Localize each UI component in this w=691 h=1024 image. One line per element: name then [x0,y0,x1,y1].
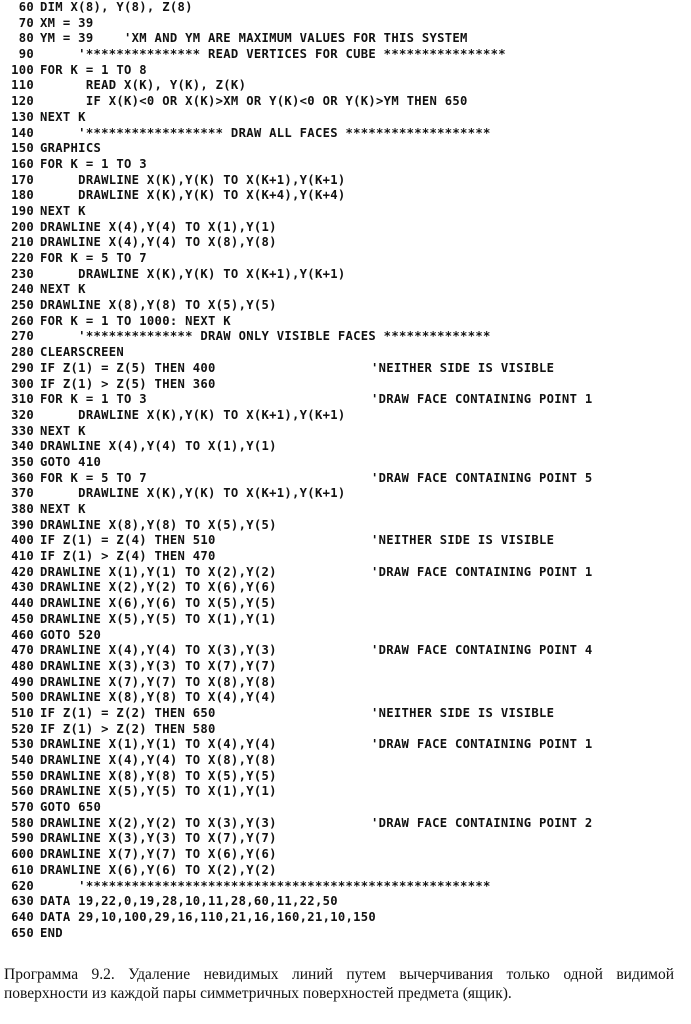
code-comment: 'DRAW FACE CONTAINING POINT 1 [371,564,593,579]
code-line [4,675,688,691]
line-number: 190 [11,203,34,218]
code-line [4,565,688,581]
code-statement: FOR K = 1 TO 1000: NEXT K [40,313,231,328]
code-statement: GRAPHICS [40,141,102,156]
code-line [4,643,688,659]
code-statement: IF Z(1) > Z(4) THEN 470 [40,549,216,564]
code-line [4,141,688,157]
code-statement: IF X(K)<0 OR X(K)>XM OR Y(K)<0 OR Y(K)>YM THEN 650 [40,94,468,109]
code-statement: END [40,925,63,940]
line-number: 220 [11,251,34,265]
line-number: 530 [11,737,34,752]
line-number: 450 [11,611,34,626]
code-line [4,235,688,251]
line-number: 210 [11,235,34,250]
code-statement: DRAWLINE X(8),Y(8) TO X(5),Y(5) [40,298,277,313]
line-number: 170 [11,172,34,187]
code-statement: DRAWLINE X(2),Y(2) TO X(6),Y(6) [40,580,277,595]
code-line [4,251,688,267]
code-statement: READ X(K), Y(K), Z(K) [40,78,247,93]
code-line [4,63,688,79]
line-number: 130 [11,109,34,124]
code-statement: DATA 19,22,0,19,28,10,11,28,60,11,22,50 [40,894,338,909]
code-line [4,471,688,487]
code-statement: IF Z(1) > Z(2) THEN 580 [40,721,216,736]
code-line [4,659,688,675]
code-line [4,204,688,220]
code-statement: DRAWLINE X(7),Y(7) TO X(6),Y(6) [40,847,277,862]
code-line [4,282,688,298]
code-line [4,816,688,832]
line-number: 240 [11,282,34,297]
code-line [4,220,688,236]
line-number: 150 [11,141,34,156]
code-statement: DRAWLINE X(7),Y(7) TO X(8),Y(8) [40,674,277,689]
line-number: 300 [11,376,34,391]
code-line [4,580,688,596]
code-line [4,345,688,361]
line-number: 640 [11,909,34,924]
code-line [4,110,688,126]
code-line [4,628,688,644]
code-line [4,47,688,63]
line-number: 520 [11,721,34,736]
code-comment: 'DRAW FACE CONTAINING POINT 2 [371,815,593,830]
code-statement: '***************************************************** [40,878,491,893]
code-statement: GOTO 650 [40,800,102,815]
code-statement: FOR K = 5 TO 7 [40,470,147,485]
code-statement: NEXT K [40,109,86,124]
code-line [4,173,688,189]
code-line [4,188,688,204]
code-comment: 'DRAW FACE CONTAINING POINT 1 [371,392,593,407]
code-statement: DRAWLINE X(3),Y(3) TO X(7),Y(7) [40,831,277,846]
line-number: 500 [11,690,34,705]
code-statement: DRAWLINE X(5),Y(5) TO X(1),Y(1) [40,784,277,799]
code-line [4,31,688,47]
code-line [4,533,688,549]
line-number: 70 [18,15,34,30]
code-line [4,612,688,628]
line-number: 330 [11,423,34,438]
code-statement: IF Z(1) = Z(2) THEN 650 [40,705,216,720]
code-line [4,737,688,753]
code-statement: XM = 39 [40,15,94,30]
code-line [4,894,688,910]
line-number: 650 [11,925,34,940]
line-number: 420 [11,564,34,579]
line-number: 570 [11,800,34,815]
line-number: 390 [11,517,34,532]
code-statement: CLEARSCREEN [40,345,125,360]
code-statement: DRAWLINE X(K),Y(K) TO X(K+1),Y(K+1) [40,266,346,281]
code-line [4,706,688,722]
code-statement: FOR K = 1 TO 8 [40,62,147,77]
line-number: 60 [18,0,34,14]
code-statement: DRAWLINE X(4),Y(4) TO X(8),Y(8) [40,235,277,250]
code-line [4,94,688,110]
code-statement: DRAWLINE X(6),Y(6) TO X(5),Y(5) [40,596,277,611]
line-number: 600 [11,847,34,862]
basic-program-listing [4,0,688,941]
code-line [4,596,688,612]
code-statement: DATA 29,10,100,29,16,110,21,16,160,21,10,150 [40,909,377,924]
code-line [4,769,688,785]
code-statement: NEXT K [40,502,86,516]
line-number: 200 [11,219,34,234]
code-statement: NEXT K [40,282,86,297]
code-line [4,549,688,565]
code-line [4,361,688,377]
code-line [4,518,688,534]
code-line [4,784,688,800]
code-statement: IF Z(1) = Z(4) THEN 510 [40,533,216,548]
code-statement: '*************** READ VERTICES FOR CUBE **************** [40,47,506,62]
code-statement: FOR K = 1 TO 3 [40,392,147,407]
line-number: 270 [11,329,34,344]
line-number: 360 [11,470,34,485]
line-number: 540 [11,753,34,767]
code-line [4,502,688,518]
line-number: 120 [11,94,34,109]
code-line [4,392,688,408]
code-line [4,298,688,314]
code-line [4,408,688,424]
code-line [4,879,688,895]
code-statement: NEXT K [40,203,86,218]
line-number: 100 [11,62,34,77]
code-line [4,800,688,816]
code-statement: FOR K = 1 TO 3 [40,156,147,171]
code-statement: GOTO 520 [40,627,102,642]
code-line [4,0,688,16]
line-number: 490 [11,674,34,689]
line-number: 510 [11,705,34,720]
code-statement: IF Z(1) = Z(5) THEN 400 [40,360,216,375]
line-number: 290 [11,360,34,375]
line-number: 560 [11,784,34,799]
code-statement: DRAWLINE X(2),Y(2) TO X(3),Y(3) [40,815,277,830]
code-line [4,267,688,283]
code-statement: YM = 39 'XM AND YM ARE MAXIMUM VALUES FOR THIS SYSTEM [40,31,468,46]
line-number: 250 [11,298,34,313]
code-statement: DRAWLINE X(6),Y(6) TO X(2),Y(2) [40,862,277,877]
program-caption: Программа 9.2. Удаление невидимых линий путем вычерчивания только одной видимой поверхности из каждой пары симметричных поверхностей предмета (ящик). [4,966,674,1002]
code-line [4,314,688,330]
code-statement: DRAWLINE X(4),Y(4) TO X(3),Y(3) [40,643,277,658]
code-line [4,424,688,440]
line-number: 310 [11,392,34,407]
line-number: 80 [18,31,34,46]
code-line [4,863,688,879]
line-number: 460 [11,627,34,642]
code-comment: 'DRAW FACE CONTAINING POINT 4 [371,643,593,658]
code-statement: DRAWLINE X(1),Y(1) TO X(2),Y(2) [40,564,277,579]
code-comment: 'NEITHER SIDE IS VISIBLE [371,533,555,548]
code-statement: DRAWLINE X(K),Y(K) TO X(K+4),Y(K+4) [40,188,346,203]
code-line [4,486,688,502]
code-line [4,78,688,94]
code-line [4,377,688,393]
code-comment: 'NEITHER SIDE IS VISIBLE [371,705,555,720]
line-number: 370 [11,486,34,501]
line-number: 90 [18,47,34,62]
code-line [4,329,688,345]
code-statement: DRAWLINE X(4),Y(4) TO X(8),Y(8) [40,753,277,767]
line-number: 620 [11,878,34,893]
line-number: 180 [11,188,34,203]
line-number: 400 [11,533,34,548]
line-number: 230 [11,266,34,281]
code-statement: DRAWLINE X(3),Y(3) TO X(7),Y(7) [40,658,277,673]
line-number: 110 [11,78,34,93]
code-comment: 'DRAW FACE CONTAINING POINT 1 [371,737,593,752]
line-number: 630 [11,894,34,909]
line-number: 580 [11,815,34,830]
code-statement: GOTO 410 [40,454,102,469]
code-line [4,847,688,863]
code-statement: '****************** DRAW ALL FACES ******************* [40,125,491,140]
code-statement: NEXT K [40,423,86,438]
line-number: 410 [11,549,34,564]
line-number: 140 [11,125,34,140]
code-statement: '************** DRAW ONLY VISIBLE FACES ************** [40,329,491,344]
code-statement: DRAWLINE X(8),Y(8) TO X(4),Y(4) [40,690,277,705]
code-statement: DRAWLINE X(K),Y(K) TO X(K+1),Y(K+1) [40,486,346,501]
line-number: 590 [11,831,34,846]
line-number: 320 [11,407,34,422]
code-line [4,126,688,142]
code-line [4,753,688,769]
code-line [4,831,688,847]
line-number: 430 [11,580,34,595]
code-statement: DRAWLINE X(1),Y(1) TO X(4),Y(4) [40,737,277,752]
code-line [4,157,688,173]
line-number: 550 [11,768,34,783]
code-statement: FOR K = 5 TO 7 [40,251,147,265]
code-line [4,439,688,455]
code-statement: DRAWLINE X(8),Y(8) TO X(5),Y(5) [40,768,277,783]
code-statement: DRAWLINE X(8),Y(8) TO X(5),Y(5) [40,517,277,532]
code-comment: 'DRAW FACE CONTAINING POINT 5 [371,470,593,485]
code-statement: DRAWLINE X(4),Y(4) TO X(1),Y(1) [40,439,277,454]
code-line [4,16,688,32]
code-line [4,722,688,738]
code-statement: DRAWLINE X(K),Y(K) TO X(K+1),Y(K+1) [40,407,346,422]
code-comment: 'NEITHER SIDE IS VISIBLE [371,360,555,375]
line-number: 260 [11,313,34,328]
code-line [4,926,688,942]
code-statement: IF Z(1) > Z(5) THEN 360 [40,376,216,391]
line-number: 610 [11,862,34,877]
code-line [4,910,688,926]
line-number: 160 [11,156,34,171]
line-number: 440 [11,596,34,611]
line-number: 340 [11,439,34,454]
code-statement: DRAWLINE X(4),Y(4) TO X(1),Y(1) [40,219,277,234]
code-line [4,455,688,471]
code-statement: DIM X(8), Y(8), Z(8) [40,0,193,14]
line-number: 480 [11,658,34,673]
code-statement: DRAWLINE X(K),Y(K) TO X(K+1),Y(K+1) [40,172,346,187]
line-number: 470 [11,643,34,658]
line-number: 380 [11,502,34,516]
code-statement: DRAWLINE X(5),Y(5) TO X(1),Y(1) [40,611,277,626]
code-line [4,690,688,706]
line-number: 280 [11,345,34,360]
line-number: 350 [11,454,34,469]
